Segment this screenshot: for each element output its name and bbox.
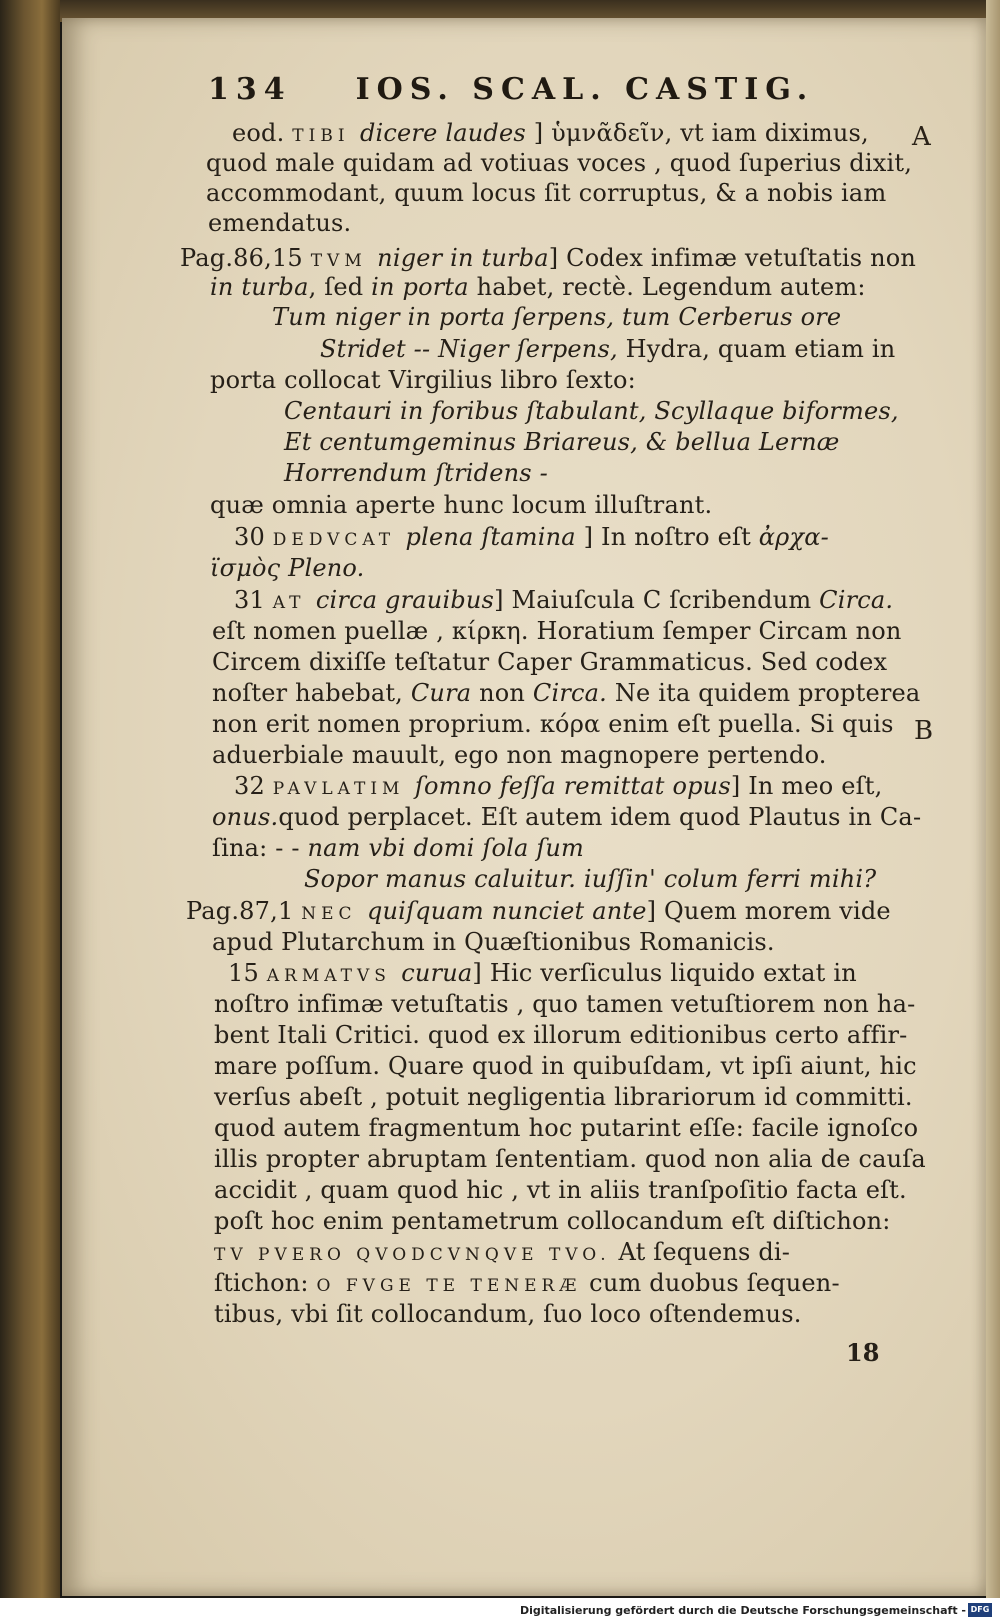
text-segment: Circem dixiſſe teſtatur Caper Grammaticus. Sed codex [212, 648, 888, 676]
text-line [212, 647, 887, 677]
text-segment: Et centumgeminus Briareus, & bellua Lernæ [284, 428, 840, 456]
text-segment: bent Itali Critici. quod ex illorum editionibus certo affir- [214, 1021, 908, 1049]
text-segment: ϊσμὸς Pleno. [210, 554, 365, 582]
text-line [206, 148, 912, 178]
text-segment: O FVGE TE TENERÆ [316, 1276, 582, 1296]
text-segment: ] Hic verſiculus liquido extat in [472, 959, 857, 987]
text-line [304, 864, 876, 894]
text-segment: ] Codex infimæ vetuſtatis non [548, 244, 917, 272]
text-line [214, 1299, 802, 1329]
margin-mark-b: B [914, 716, 934, 746]
text-segment: Centauri in foribus ſtabulant, Scyllaque biformes, [284, 397, 899, 425]
text-segment: ſina: - - [212, 834, 308, 862]
text-segment: circa grauibus [315, 586, 495, 614]
text-line [232, 118, 869, 151]
text-segment: Circa. [532, 679, 607, 707]
text-segment: 30 [234, 523, 273, 551]
text-segment: plena ſtamina [405, 523, 576, 551]
text-segment: illis propter abruptam ſententiam. quod non alia de cauſa [214, 1145, 926, 1173]
text-segment: ] In noſtro eſt [575, 523, 759, 551]
text-segment: 32 [234, 772, 273, 800]
text-segment: Hydra, quam etiam in [617, 335, 896, 363]
text-line [206, 178, 886, 208]
text-line [214, 1082, 913, 1112]
text-segment: ARMATVS [266, 966, 402, 986]
text-line [284, 396, 899, 426]
text-segment: apud Plutarchum in Quæſtionibus Romanicis. [212, 928, 775, 956]
footer-credit: Digitalisierung gefördert durch die Deutsche Forschungsgemeinschaft - [519, 1604, 966, 1617]
text-segment: DEDVCAT [272, 530, 406, 550]
text-line [228, 958, 857, 991]
text-segment: accidit , quam quod hic , vt in aliis tranſpoſitio facta eſt. [214, 1176, 907, 1204]
text-segment: nam vbi domi ſola ſum [307, 834, 585, 862]
text-segment: ſomno feſſa remittat opus [414, 772, 731, 800]
text-line [234, 522, 829, 555]
text-segment: PAVLATIM [272, 779, 415, 799]
text-line [214, 1206, 891, 1236]
text-line [234, 585, 893, 618]
text-segment: verſus abeſt , potuit negligentia librariorum id committi. [214, 1083, 913, 1111]
text-line [284, 427, 840, 457]
text-segment: emendatus. [208, 209, 352, 237]
text-segment: quod male quidam ad votiuas voces , quod ſuperius dixit, [206, 149, 913, 177]
text-line [214, 989, 915, 1019]
text-line [210, 272, 866, 302]
text-line [210, 553, 364, 583]
text-segment: noſter habebat, [212, 679, 411, 707]
text-segment: NEC [301, 904, 367, 924]
text-line [210, 490, 712, 520]
text-line [272, 302, 841, 332]
margin-mark-a: A [912, 122, 931, 152]
text-segment: ἀρχα- [758, 523, 829, 551]
text-segment: AT [272, 593, 316, 613]
running-header [208, 72, 814, 107]
text-line [214, 1237, 790, 1270]
text-segment: tibus, vbi ſit collocandum, ſuo loco oſtendemus. [214, 1300, 802, 1328]
text-segment: ] Quem morem vide [646, 897, 891, 925]
text-segment: quiſquam nunciet ante [366, 897, 647, 925]
dfg-logo: DFG [968, 1603, 992, 1617]
text-line [320, 334, 895, 364]
text-line [234, 771, 882, 804]
text-segment: mare poſſum. Quare quod in quibuſdam, vt ipſi aiunt, hic [214, 1052, 917, 1080]
text-segment: Pag.86,15 [180, 244, 311, 272]
text-segment: Ne ita quidem propterea [606, 679, 921, 707]
text-line [210, 365, 636, 395]
text-segment: Circa. [819, 586, 894, 614]
text-line [212, 740, 827, 770]
running-title: IOS. SCAL. CASTIG. [355, 72, 815, 107]
text-segment: quod perplacet. Eſt autem idem quod Plautus in Ca- [278, 803, 922, 831]
text-segment: 15 [228, 959, 267, 987]
text-line [186, 896, 891, 929]
text-segment: non erit nomen proprium. κόρα enim eſt puella. Si quis [212, 710, 894, 738]
page-number: 134 [208, 72, 292, 107]
text-line [214, 1268, 840, 1301]
text-segment: ] In meo eſt, [730, 772, 883, 800]
text-segment: Horrendum ſtridens - [284, 459, 548, 487]
text-line [214, 1051, 917, 1081]
text-segment: ] ὑμνᾶδεῖν, vt iam diximus, [525, 119, 869, 147]
text-segment: niger in turba [377, 244, 549, 272]
text-line [212, 616, 902, 646]
text-segment: At ſequens di- [610, 1238, 791, 1266]
text-segment: TIBI [292, 126, 360, 146]
text-line [212, 927, 775, 957]
text-segment: ] Maiuſcula C ſcribendum [494, 586, 820, 614]
text-segment: accommodant, quum locus ſit corruptus, & a nobis iam [206, 179, 887, 207]
text-segment: Stridet -- Niger ſerpens, [320, 335, 618, 363]
text-line [212, 833, 584, 863]
text-segment: TV PVERO QVODCVNQVE TVO. [214, 1245, 611, 1265]
text-segment: TVM [310, 251, 378, 271]
text-line [284, 458, 548, 488]
text-segment: habet, rectè. Legendum autem: [468, 273, 866, 301]
text-line [212, 802, 921, 832]
text-line [214, 1113, 918, 1143]
text-segment: curua [401, 959, 473, 987]
text-segment: Cura [410, 679, 472, 707]
text-segment: quod autem fragmentum hoc putarint eſſe: facile ignoſco [214, 1114, 919, 1142]
text-line [214, 1175, 907, 1205]
text-segment: onus. [212, 803, 279, 831]
text-segment: Tum niger in porta ſerpens, tum Cerberus ore [272, 303, 842, 331]
text-segment: , ſed [308, 273, 372, 301]
text-segment: Sopor manus caluitur. iuſſin' colum ferri mihi? [304, 865, 877, 893]
text-segment: aduerbiale mauult, ego non magnopere pertendo. [212, 741, 827, 769]
text-line [212, 709, 894, 739]
signature-mark: 18 [846, 1338, 880, 1367]
text-segment: in porta [371, 273, 469, 301]
text-segment: in turba [210, 273, 309, 301]
text-segment: dicere laudes [359, 119, 526, 147]
text-segment: ſtichon: [214, 1269, 317, 1297]
text-segment: non [471, 679, 533, 707]
text-line [214, 1020, 907, 1050]
text-segment: porta collocat Virgilius libro ſexto: [210, 366, 636, 394]
text-segment: poſt hoc enim pentametrum collocandum eſt diſtichon: [214, 1207, 891, 1235]
text-segment: Pag.87,1 [186, 897, 302, 925]
text-segment: 31 [234, 586, 273, 614]
text-segment: eſt nomen puellæ , κίρκη. Horatium ſemper Circam non [212, 617, 902, 645]
text-segment: eod. [232, 119, 293, 147]
text-line [214, 1144, 926, 1174]
text-segment: cum duobus ſequen- [581, 1269, 840, 1297]
text-segment: noſtro infimæ vetuſtatis , quo tamen vetuſtiorem non ha- [214, 990, 916, 1018]
text-segment: quæ omnia aperte hunc locum illuſtrant. [210, 491, 713, 519]
text-line [212, 678, 920, 708]
text-line [208, 208, 351, 238]
